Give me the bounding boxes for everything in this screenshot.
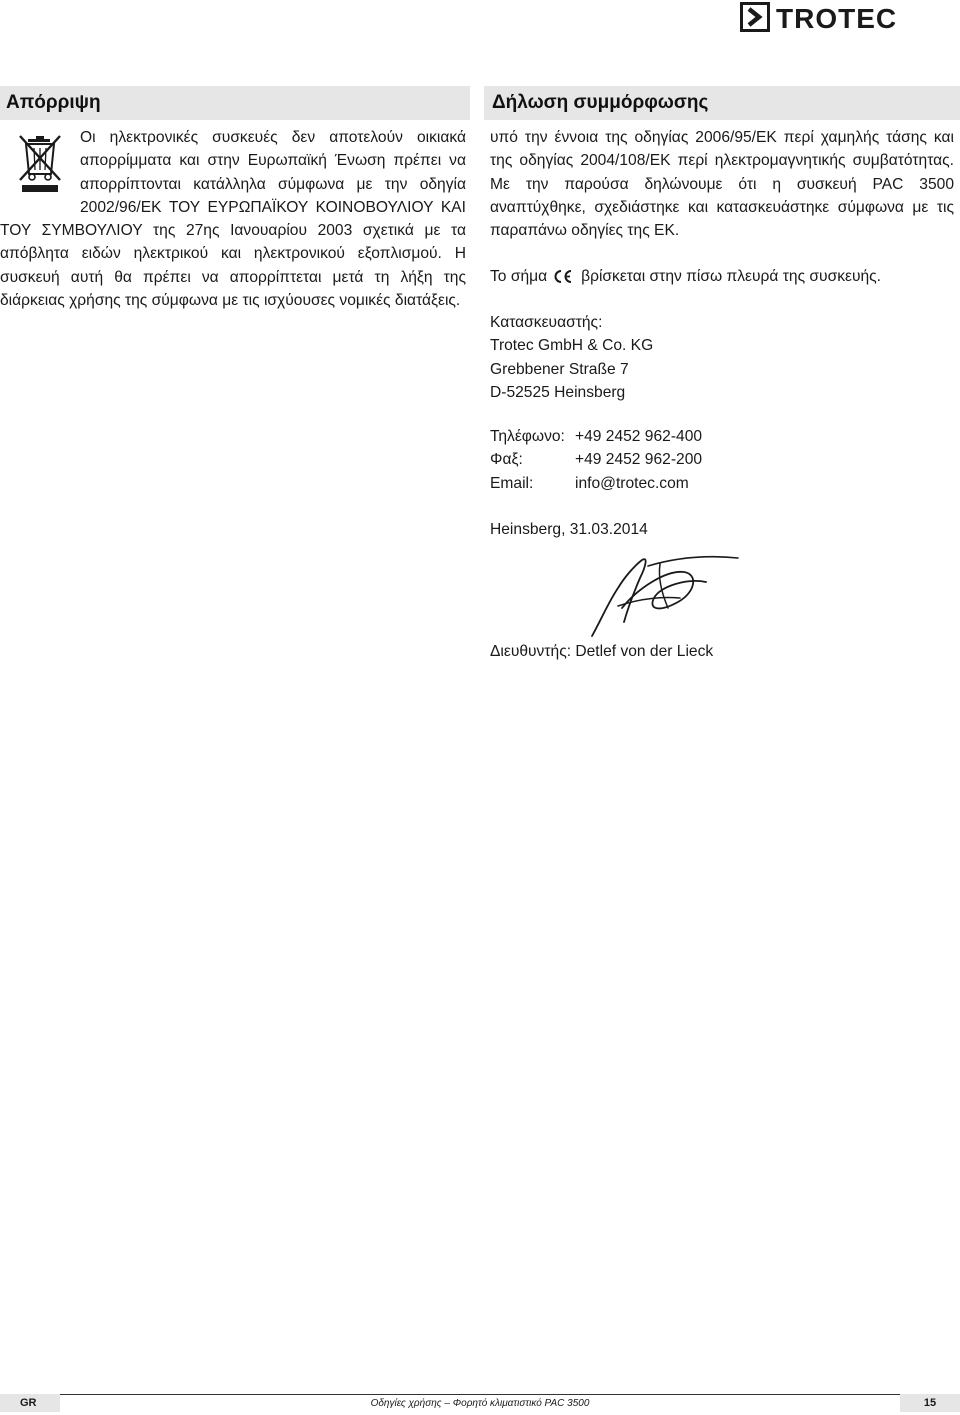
brand-name: TROTEC <box>776 3 898 32</box>
director-name: Διευθυντής: Detlef von der Lieck <box>490 643 714 660</box>
ce-mark-icon <box>553 269 573 284</box>
page-footer <box>0 1394 960 1412</box>
manufacturer-label: Κατασκευαστής: <box>490 314 603 331</box>
footer-title: Οδηγίες χρήσης – Φορητό κλιματιστικό PAC 3500 <box>60 1394 900 1412</box>
ce-text-after: βρίσκεται στην πίσω πλευρά της συσκευής. <box>581 268 882 285</box>
footer-language-code: GR <box>0 1394 60 1412</box>
contact-label: Email: <box>490 474 534 492</box>
disposal-text: Οι ηλεκτρονικές συσκευές δεν αποτελούν οικιακά απορρίμματα και στην Ευρωπαϊκή Ένωση πρέπει να απορρίπτονται κατάλληλα σύμφωνα με την οδηγία 2002/96/ΕΚ ΤΟΥ ΕΥΡΩΠΑΪΚΟΥ ΚΟΙΝΟΒΟΥΛΙΟΥ ΚΑΙ ΤΟΥ ΣΥΜΒΟΥΛΙΟΥ της 27ης Ιανουαρίου 2003 σχετικά με τα απόβλητα ειδών ηλεκτρικού και ηλεκτρονικού εξοπλισμού. Η συσκευή αυτή θα πρέπει να απορρίπτεται μετά τη λήξη της διάρκειας χρήσης της σύμφωνα με τις ισχύουσες νομικές διατάξεις. <box>0 129 466 310</box>
signature-image <box>588 548 748 640</box>
contact-value: info@trotec.com <box>575 474 689 492</box>
trotec-logo <box>740 2 954 32</box>
ce-mark-line <box>490 265 954 288</box>
contact-fax-row <box>490 448 954 471</box>
page-number: 15 <box>900 1394 960 1412</box>
manufacturer-city: D-52525 Heinsberg <box>490 383 626 401</box>
contact-label: Τηλέφωνο: <box>490 428 565 445</box>
declaration-text: υπό την έννοια της οδηγίας 2006/95/ΕΚ περί χαμηλής τάσης και της οδηγίας 2004/108/ΕΚ περί ηλεκτρομαγνητικής συμβατότητας. Με την παρούσα δηλώνουμε ότι η συσκευή PAC 3500 αναπτύχθηκε, σχεδιάστηκε και κατασκευάστηκε σύμφωνα με τις παραπάνω οδηγίες της ΕΚ. <box>490 129 954 240</box>
manufacturer-company: Trotec GmbH & Co. KG <box>490 337 654 355</box>
contact-value: +49 2452 962-400 <box>575 428 703 445</box>
place-date: Heinsberg, 31.03.2014 <box>490 521 648 538</box>
contact-value: +49 2452 962-200 <box>575 451 703 469</box>
ce-text-before: Το σήμα <box>490 268 548 285</box>
manufacturer-street: Grebbener Straße 7 <box>490 360 629 378</box>
manufacturer-block <box>490 311 954 404</box>
contact-label: Φαξ: <box>490 451 523 469</box>
contact-block <box>490 425 954 495</box>
contact-email-row <box>490 472 954 495</box>
declaration-heading: Δήλωση συμμόρφωσης <box>484 86 960 120</box>
contact-phone-row <box>490 425 954 448</box>
disposal-heading: Απόρριψη <box>0 86 470 120</box>
